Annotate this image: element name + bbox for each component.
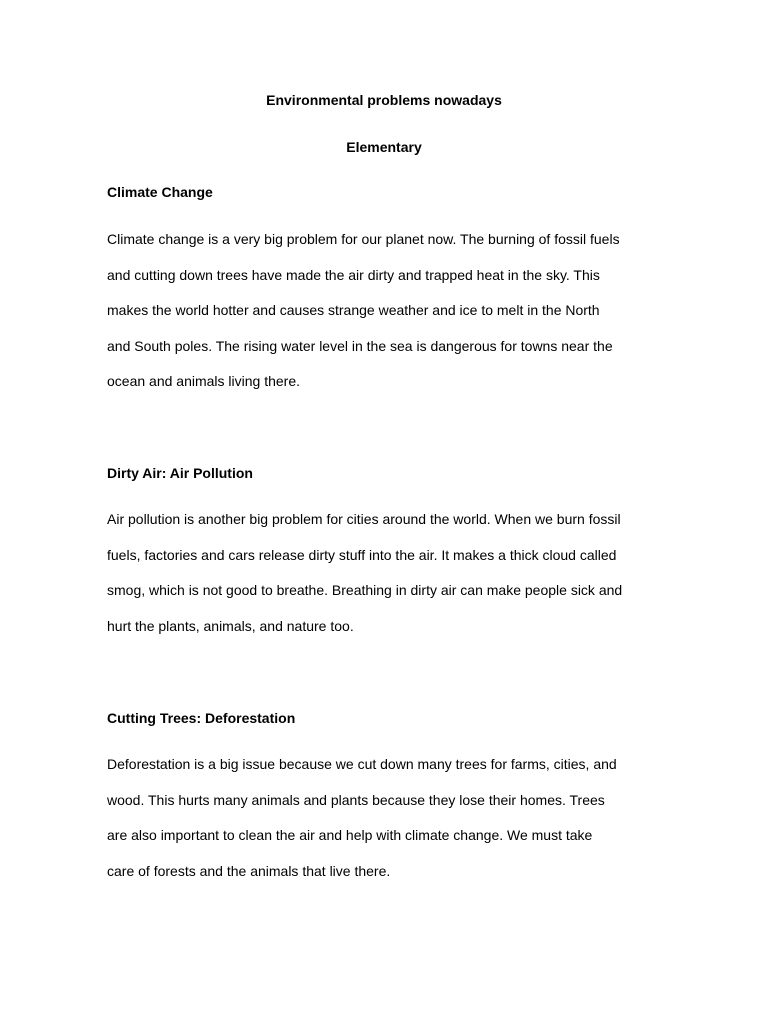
paragraph-line: and cutting down trees have made the air dirty and trapped heat in the sky. This — [107, 266, 600, 283]
paragraph-line: ocean and animals living there. — [107, 373, 301, 389]
section-body-deforestation — [107, 755, 667, 897]
paragraph-line: Climate change is a very big problem for our planet now. The burning of fossil fuels — [107, 231, 620, 247]
paragraph-line: care of forests and the animals that live there. — [107, 862, 391, 879]
section-heading-deforestation: Cutting Trees: Deforestation — [107, 710, 296, 726]
paragraph-line: fuels, factories and cars release dirty stuff into the air. It makes a thick cloud called — [107, 546, 617, 563]
section-body-air-pollution — [107, 510, 667, 652]
document-subtitle: Elementary — [346, 139, 422, 155]
paragraph-line: smog, which is not good to breathe. Breathing in dirty air can make people sick and — [107, 582, 623, 598]
section-heading-air-pollution: Dirty Air: Air Pollution — [107, 465, 253, 481]
paragraph-line: hurt the plants, animals, and nature too. — [107, 617, 354, 634]
paragraph-line: and South poles. The rising water level in the sea is dangerous for towns near the — [107, 337, 613, 354]
paragraph-line: Deforestation is a big issue because we cut down many trees for farms, cities, and — [107, 756, 617, 772]
section-heading-climate-change: Climate Change — [107, 184, 213, 200]
document-title: Environmental problems nowadays — [266, 92, 502, 108]
paragraph-line: makes the world hotter and causes strange weather and ice to melt in the North — [107, 302, 600, 318]
paragraph-line: wood. This hurts many animals and plants because they lose their homes. Trees — [107, 791, 605, 808]
paragraph-line: are also important to clean the air and help with climate change. We must take — [107, 827, 593, 843]
paragraph-line: Air pollution is another big problem for cities around the world. When we burn fossil — [107, 511, 621, 527]
section-body-climate-change — [107, 230, 667, 408]
